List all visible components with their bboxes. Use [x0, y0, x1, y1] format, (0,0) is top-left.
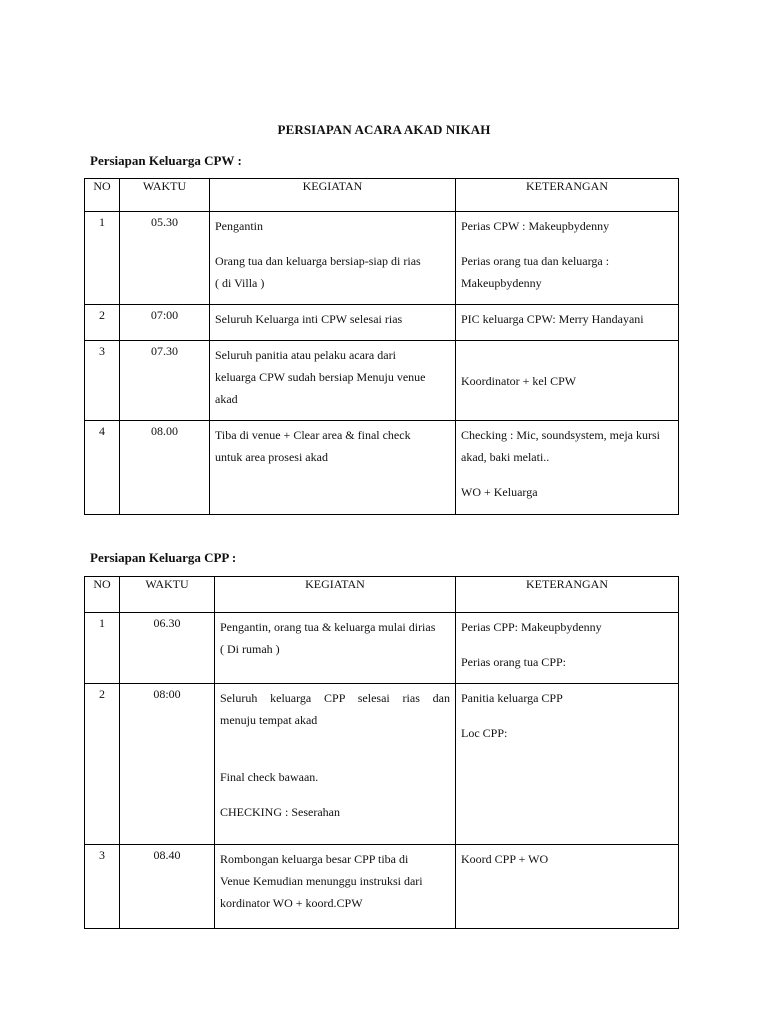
row-notes [456, 341, 679, 421]
row-activity [215, 684, 456, 845]
schedule-table-cpw [84, 178, 679, 515]
section-label-cpp: Persiapan Keluarga CPP : [90, 550, 237, 565]
notes-line: Perias CPP: Makeupbydenny [461, 620, 602, 634]
activity-line: ( di Villa ) [215, 276, 265, 290]
header-no: NO [85, 179, 120, 212]
header-no: NO [85, 577, 120, 613]
activity-line: keluarga CPW sudah bersiap Menuju venue [215, 370, 426, 384]
header-activity: KEGIATAN [215, 577, 456, 613]
notes-line: Perias orang tua CPP: [461, 655, 566, 669]
section-label-cpw: Persiapan Keluarga CPW : [90, 153, 242, 168]
row-number: 2 [85, 305, 120, 341]
header-activity: KEGIATAN [210, 179, 456, 212]
table-row [85, 421, 679, 515]
activity-line: akad [215, 392, 238, 406]
table-header-row [85, 179, 679, 212]
notes-line: WO + Keluarga [461, 485, 538, 499]
row-time: 08:00 [120, 684, 215, 845]
activity-line: ( Di rumah ) [220, 642, 280, 656]
row-time: 06.30 [120, 613, 215, 684]
row-activity [210, 212, 456, 305]
schedule-table-cpp [84, 576, 679, 929]
row-number: 1 [85, 613, 120, 684]
table-row [85, 684, 679, 845]
row-notes [456, 845, 679, 929]
row-activity [215, 613, 456, 684]
notes-line: Checking : Mic, soundsystem, meja kursi [461, 428, 660, 442]
notes-line: Koordinator + kel CPW [461, 373, 577, 388]
header-notes: KETERANGAN [456, 577, 679, 613]
table-header-row [85, 577, 679, 613]
activity-line: kordinator WO + koord.CPW [220, 896, 363, 910]
row-notes [456, 212, 679, 305]
row-activity [210, 341, 456, 421]
row-number: 2 [85, 684, 120, 845]
activity-line: Tiba di venue + Clear area & final check [215, 428, 411, 442]
row-number: 3 [85, 845, 120, 929]
activity-line: menuju tempat akad [220, 713, 318, 727]
activity-line: Seluruh keluarga CPP selesai rias dan [220, 691, 450, 705]
row-activity [215, 845, 456, 929]
row-time: 08.40 [120, 845, 215, 929]
row-notes [456, 305, 679, 341]
header-time: WAKTU [120, 179, 210, 212]
activity-line: Orang tua dan keluarga bersiap-siap di rias [215, 254, 421, 268]
activity-line: Pengantin, orang tua & keluarga mulai dirias [220, 620, 436, 634]
activity-line: CHECKING : Seserahan [220, 805, 340, 819]
table-row [85, 613, 679, 684]
row-time: 07.30 [120, 341, 210, 421]
activity-line: Venue Kemudian menunggu instruksi dari [220, 874, 423, 888]
table-row [85, 212, 679, 305]
header-notes: KETERANGAN [456, 179, 679, 212]
notes-line: Makeupbydenny [461, 276, 542, 290]
row-number: 4 [85, 421, 120, 515]
row-activity [210, 421, 456, 515]
row-activity [210, 305, 456, 341]
row-time: 07:00 [120, 305, 210, 341]
row-notes [456, 684, 679, 845]
table-row [85, 305, 679, 341]
table-row [85, 341, 679, 421]
row-number: 3 [85, 341, 120, 421]
document-title: PERSIAPAN ACARA AKAD NIKAH [277, 122, 491, 137]
activity-line: Final check bawaan. [220, 770, 319, 784]
row-notes [456, 421, 679, 515]
activity-line: Pengantin [215, 219, 263, 233]
row-notes [456, 613, 679, 684]
activity-line: Rombongan keluarga besar CPP tiba di [220, 852, 409, 866]
row-time: 05.30 [120, 212, 210, 305]
notes-line: akad, baki melati.. [461, 450, 550, 464]
row-number: 1 [85, 212, 120, 305]
notes-line: Panitia keluarga CPP [461, 691, 563, 705]
notes-line: PIC keluarga CPW: Merry Handayani [461, 312, 644, 326]
notes-line: Koord CPP + WO [461, 852, 549, 866]
activity-line: Seluruh Keluarga inti CPW selesai rias [215, 312, 403, 326]
row-time: 08.00 [120, 421, 210, 515]
table-row [85, 845, 679, 929]
notes-line: Perias CPW : Makeupbydenny [461, 219, 610, 233]
activity-line: Seluruh panitia atau pelaku acara dari [215, 348, 396, 362]
activity-line: untuk area prosesi akad [215, 450, 328, 464]
notes-line: Perias orang tua dan keluarga : [461, 254, 610, 268]
header-time: WAKTU [120, 577, 215, 613]
notes-line: Loc CPP: [461, 726, 508, 740]
